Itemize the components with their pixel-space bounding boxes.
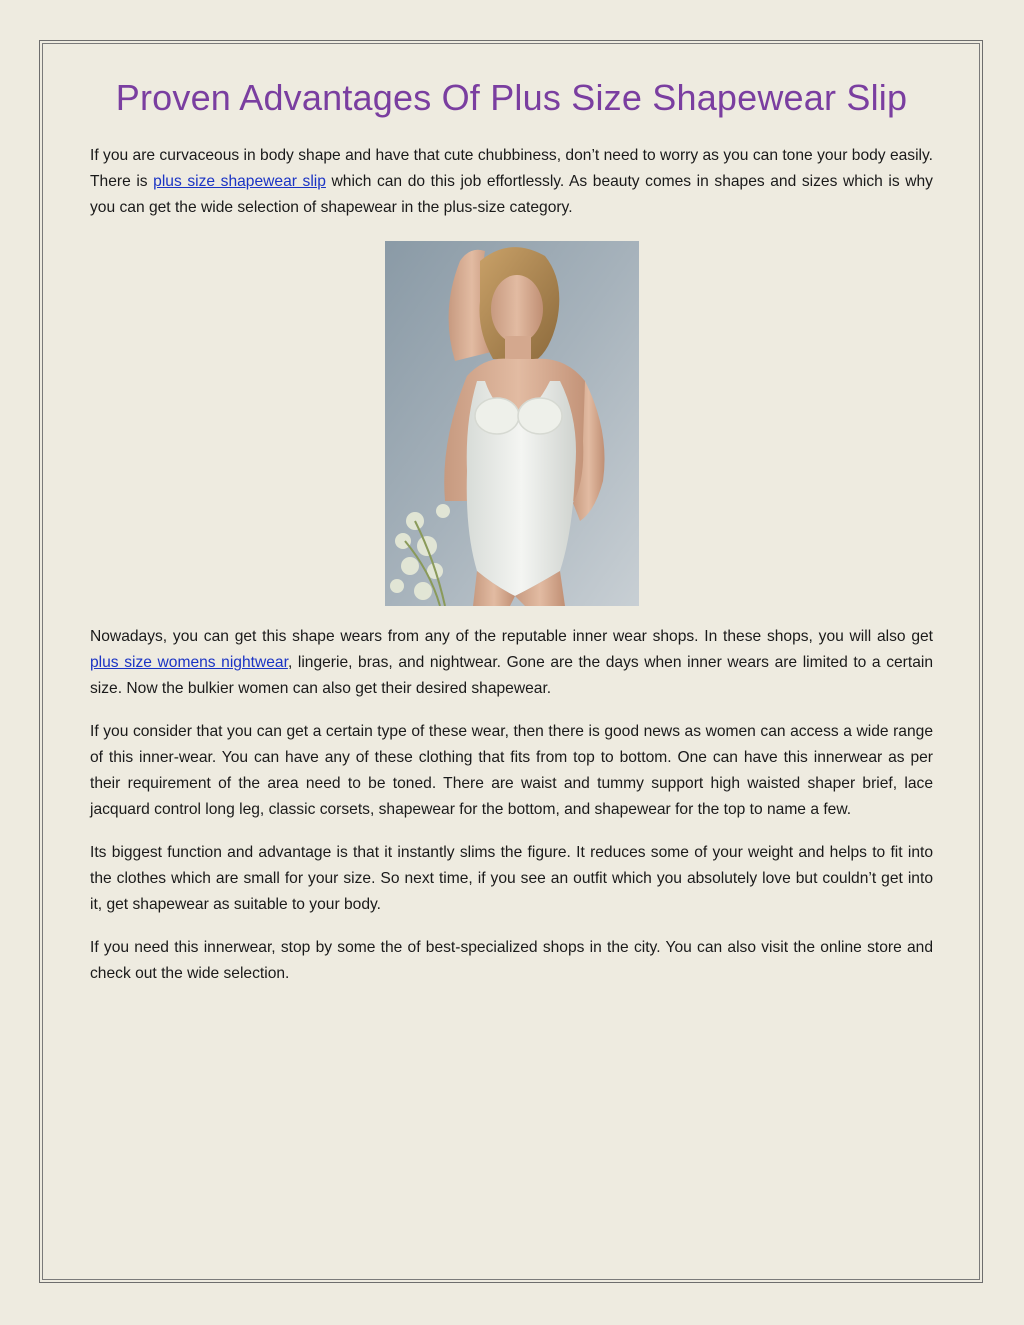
shapewear-model-illustration bbox=[385, 241, 639, 606]
paragraph-shops-text-after: , lingerie, bras, and nightwear. Gone are the days when inner wears are limited to a certain size. Now the bulkier women can also get their desired shapewear. bbox=[90, 654, 934, 697]
paragraph-shops bbox=[90, 624, 933, 702]
paragraph-intro bbox=[90, 143, 933, 221]
shapewear-model-photo bbox=[385, 241, 639, 606]
paragraph-range: If you consider that you can get a certain type of these wear, then there is good news as women can access a wide range of this inner-wear. You can have any of these clothing that fits from top to bottom. One can have this innerwear as per their requirement of the area need to be toned. There are waist and tummy support high waisted shaper brief, lace jacquard control long leg, classic corsets, shapewear for the bottom, and shapewear for the top to name a few. bbox=[90, 723, 933, 818]
paragraph-closing: If you need this innerwear, stop by some the of best-specialized shops in the city. You can also visit the online store and check out the wide selection. bbox=[90, 939, 933, 982]
plus-size-shapewear-slip-link[interactable]: plus size shapewear slip bbox=[153, 173, 326, 190]
document-content bbox=[90, 74, 933, 987]
paragraph-intro-text-after: which can do this job effortlessly. As beauty comes in shapes and sizes which is why you can get the wide selection of shapewear in the plus-size category. bbox=[90, 173, 933, 216]
paragraph-function: Its biggest function and advantage is that it instantly slims the figure. It reduces some of your weight and helps to fit into the clothes which are small for your size. So next time, if you see an outfit which you absolutely love but couldn’t get into it, get shapewear as suitable to your body. bbox=[90, 844, 933, 913]
plus-size-womens-nightwear-link[interactable]: plus size womens nightwear bbox=[90, 654, 288, 671]
paragraph-shops-text-before: Nowadays, you can get this shape wears from any of the reputable inner wear shops. In these shops, you will also get bbox=[90, 628, 933, 645]
paragraph-intro-text-before: If you are curvaceous in body shape and have that cute chubbiness, don’t need to worry as you can tone your body easily. There is bbox=[90, 147, 933, 190]
document-title: Proven Advantages Of Plus Size Shapewear Slip bbox=[115, 77, 908, 118]
